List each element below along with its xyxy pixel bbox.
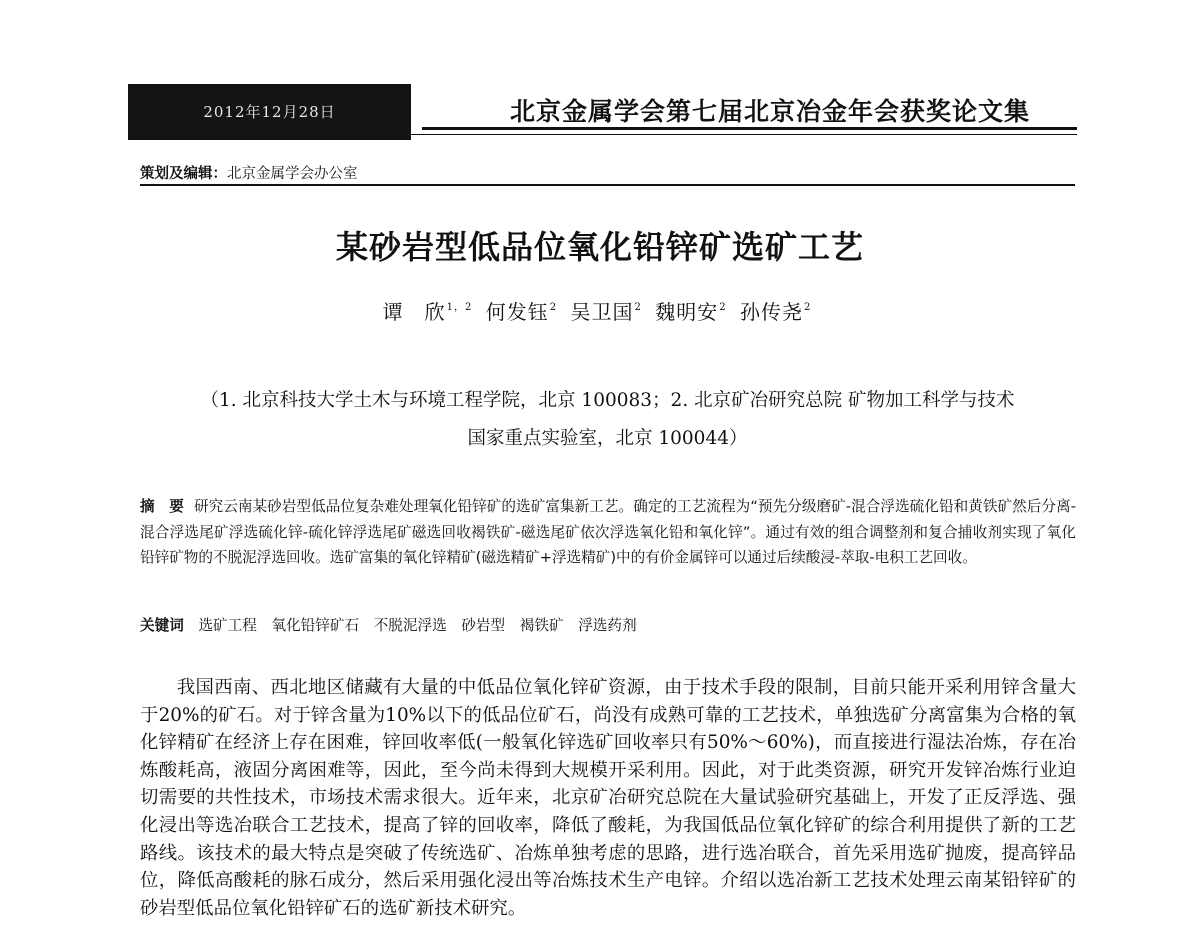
keyword-1: 选矿工程 (198, 617, 257, 634)
author-list (100, 296, 1100, 325)
header-rule-thick (422, 127, 1077, 130)
editor-label: 策划及编辑： (140, 166, 227, 182)
author-3-name: 吴卫国 (570, 300, 634, 324)
author-3-affil: 2 (634, 302, 642, 313)
author-1-affil: 1，2 (446, 302, 473, 313)
keyword-5: 褐铁矿 (519, 617, 564, 634)
keyword-3: 不脱泥浮选 (373, 617, 447, 634)
journal-title: 北京金属学会第七届北京冶金年会获奖论文集 (509, 97, 1030, 126)
header-date-block: 2012年12月28日 (128, 84, 411, 140)
editor-rule (140, 184, 1075, 186)
author-2-affil: 2 (549, 302, 558, 313)
author-5-affil: 2 (803, 302, 812, 313)
paper-title: 某砂岩型低品位氧化铅锌矿选矿工艺 (335, 228, 864, 266)
abstract-label: 摘 要 (140, 498, 184, 515)
keywords-label: 关键词 (140, 617, 184, 634)
keywords (140, 614, 1076, 635)
affiliation-line-1: （1. 北京科技大学土木与环境工程学院，北京 100083；2. 北京矿冶研究总院 矿物加工科学与技术 (200, 390, 1015, 411)
keyword-4: 砂岩型 (461, 617, 506, 634)
editor-line (140, 162, 358, 183)
author-1-name: 谭 欣 (382, 300, 446, 324)
keyword-6: 浮选药剂 (578, 617, 637, 634)
abstract (140, 494, 1076, 571)
body-paragraph-1: 我国西南、西北地区储藏有大量的中低品位氧化锌矿资源，由于技术手段的限制，目前只能开采利用锌含量大于20%的矿石。对于锌含量为10%以下的低品位矿石，尚没有成熟可靠的工艺技术，单独选矿分离富集为合格的氧化锌精矿在经济上存在困难，锌回收率低(一般氧化锌选矿回收率只有50%～60%)，而直接进行湿法冶炼，存在冶炼酸耗高，液固分离困难等，因此，至今尚未得到大规模开采利用。因此，对于此类资源，研究开发锌冶炼行业迫切需要的共性技术，市场技术需求很大。近年来，北京矿冶研究总院在大量试验研究基础上，开发了正反浮选、强化浸出等选冶联合工艺技术，提高了锌的回收率，降低了酸耗，为我国低品位氧化锌矿的综合利用提供了新的工艺路线。该技术的最大特点是突破了传统选矿、冶炼单独考虑的思路，进行选冶联合，首先采用选矿抛废，提高锌品位，降低高酸耗的脉石成分，然后采用强化浸出等冶炼技术生产电锌。介绍以选冶新工艺技术处理云南某铅锌矿的砂岩型低品位氧化铅锌矿石的选矿新技术研究。 (140, 677, 1076, 919)
author-4-name: 魏明安 (655, 300, 719, 324)
editor-value: 北京金属学会办公室 (227, 166, 358, 182)
keyword-2: 氧化铅锌矿石 (271, 617, 360, 634)
abstract-text: 研究云南某砂岩型低品位复杂难处理氧化铅锌矿的选矿富集新工艺。确定的工艺流程为“预先分级磨矿-混合浮选硫化铅和黄铁矿然后分离-混合浮选尾矿浮选硫化锌-硫化锌浮选尾矿磁选回收褐铁矿-磁选尾矿依次浮选氧化铅和氧化锌”。通过有效的组合调整剂和复合捕收剂实现了氧化铅锌矿物的不脱泥浮选回收。选矿富集的氧化锌精矿(磁选精矿+浮选精矿)中的有价金属锌可以通过后续酸浸-萃取-电积工艺回收。 (140, 498, 1076, 566)
author-4-affil: 2 (719, 302, 727, 313)
author-5-name: 孙传尧 (739, 300, 803, 324)
author-2-name: 何发钰 (485, 300, 549, 324)
affiliation-line-2: 国家重点实验室，北京 100044） (467, 428, 748, 449)
header-rule-thin (411, 134, 1077, 135)
affiliation (140, 382, 1075, 458)
